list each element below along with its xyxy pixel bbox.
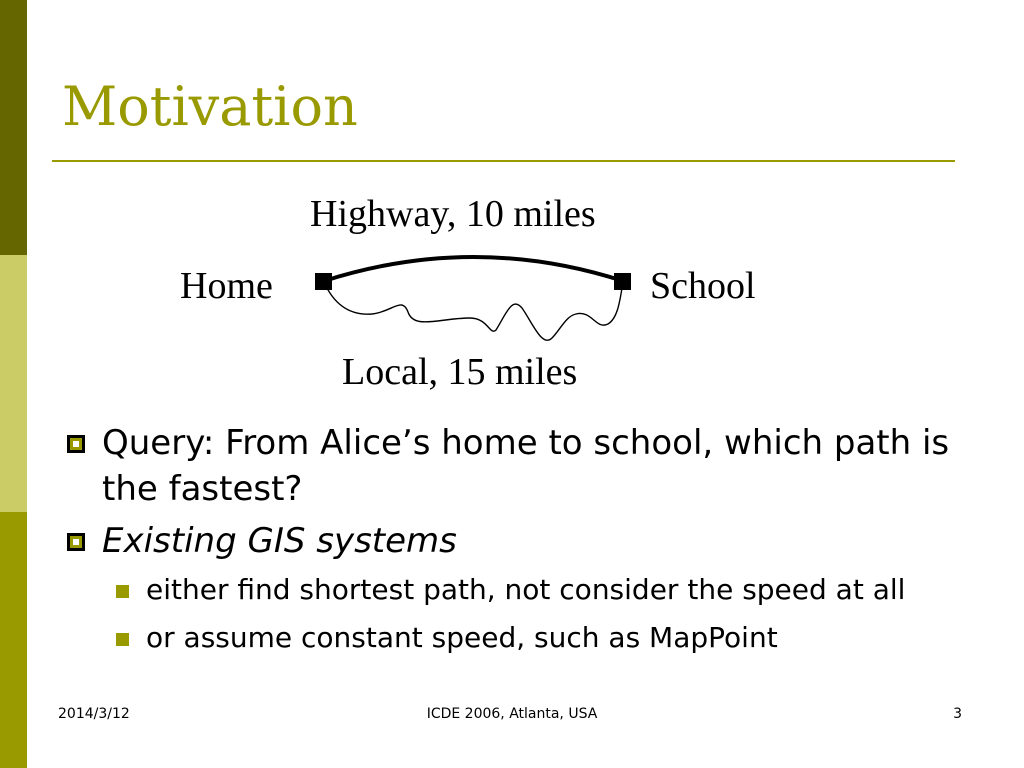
left-bar-bottom (0, 512, 27, 768)
hollow-square-bullet-icon (67, 435, 85, 453)
school-label: School (650, 265, 756, 307)
local-route (324, 282, 623, 340)
highway-label: Highway, 10 miles (310, 193, 596, 235)
home-label: Home (180, 265, 273, 307)
footer-date: 2014/3/12 (58, 706, 130, 722)
footer-conference: ICDE 2006, Atlanta, USA (426, 706, 598, 722)
sub-bullet-constant-speed (66, 618, 971, 658)
sub-bullet-shortest-path-text: either find shortest path, not consider the speed at all (146, 573, 906, 606)
filled-square-bullet-icon (116, 633, 129, 646)
bullet-existing-gis (66, 518, 971, 564)
bullet-query-text: Query: From Alice’s home to school, which path is the fastest? (102, 423, 950, 509)
local-label: Local, 15 miles (342, 351, 578, 393)
footer-page-number: 3 (953, 706, 962, 722)
filled-square-bullet-icon (116, 585, 129, 598)
slide-title: Motivation (62, 75, 358, 138)
hollow-square-bullet-icon (67, 533, 85, 551)
highway-route (324, 257, 623, 281)
bullet-list (66, 420, 971, 666)
home-node (315, 273, 332, 290)
bullet-existing-gis-text: Existing GIS systems (102, 521, 457, 561)
sub-bullet-shortest-path (66, 570, 971, 610)
sub-bullet-constant-speed-text: or assume constant speed, such as MapPoint (146, 621, 778, 654)
school-node (614, 273, 631, 290)
bullet-query (66, 420, 971, 512)
